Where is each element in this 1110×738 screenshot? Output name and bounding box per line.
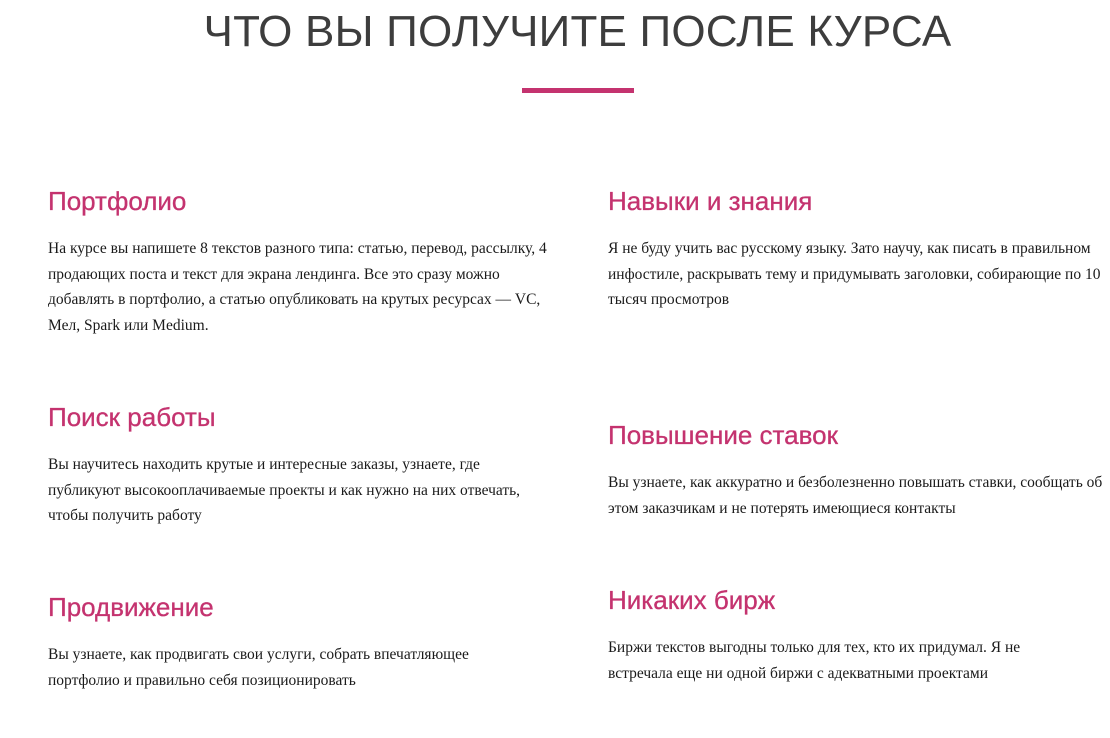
benefit-description: Вы узнаете, как продвигать свои услуги, собрать впечатляющее портфолио и правильно себя позиционировать: [48, 646, 469, 689]
benefit-rate-increase: [608, 420, 1108, 521]
benefit-skills: [608, 186, 1108, 313]
benefit-title: Поиск работы: [48, 402, 216, 432]
benefit-title: Портфолио: [48, 186, 187, 216]
benefit-title: Навыки и знания: [608, 186, 813, 216]
benefit-description: Я не буду учить вас русскому языку. Зато научу, как писать в правильном инфостиле, раскрывать тему и придумывать заголовки, собирающие по 10 тысяч просмотров: [608, 240, 1101, 308]
page-title: ЧТО ВЫ ПОЛУЧИТЕ ПОСЛЕ КУРСА: [203, 7, 952, 56]
benefit-job-search: [48, 402, 528, 529]
benefit-no-exchanges: [608, 585, 1088, 686]
benefit-portfolio: [48, 186, 563, 338]
benefit-description: Вы научитесь находить крутые и интересные заказы, узнаете, где публикуют высокооплачиваемые проекты и как нужно на них отвечать, чтобы получить работу: [48, 456, 521, 524]
benefit-description: На курсе вы напишете 8 текстов разного типа: статью, перевод, рассылку, 4 продающих поста и текст для экрана лендинга. Все это сразу можно добавлять в портфолио, а статью опубликовать на крутых ресурсах — VC, Мел, Spark или Medium.: [48, 240, 547, 334]
benefit-description: Вы узнаете, как аккуратно и безболезненно повышать ставки, сообщать об этом заказчикам и не потерять имеющиеся контакты: [608, 474, 1103, 517]
benefit-title: Продвижение: [48, 592, 214, 622]
benefit-title: Повышение ставок: [608, 420, 838, 450]
benefit-description: Биржи текстов выгодны только для тех, кто их придумал. Я не встречала еще ни одной биржи с адекватными проектами: [608, 639, 1021, 682]
benefit-promotion: [48, 592, 528, 693]
title-underline-divider: [522, 88, 634, 93]
benefit-title: Никаких бирж: [608, 585, 776, 615]
